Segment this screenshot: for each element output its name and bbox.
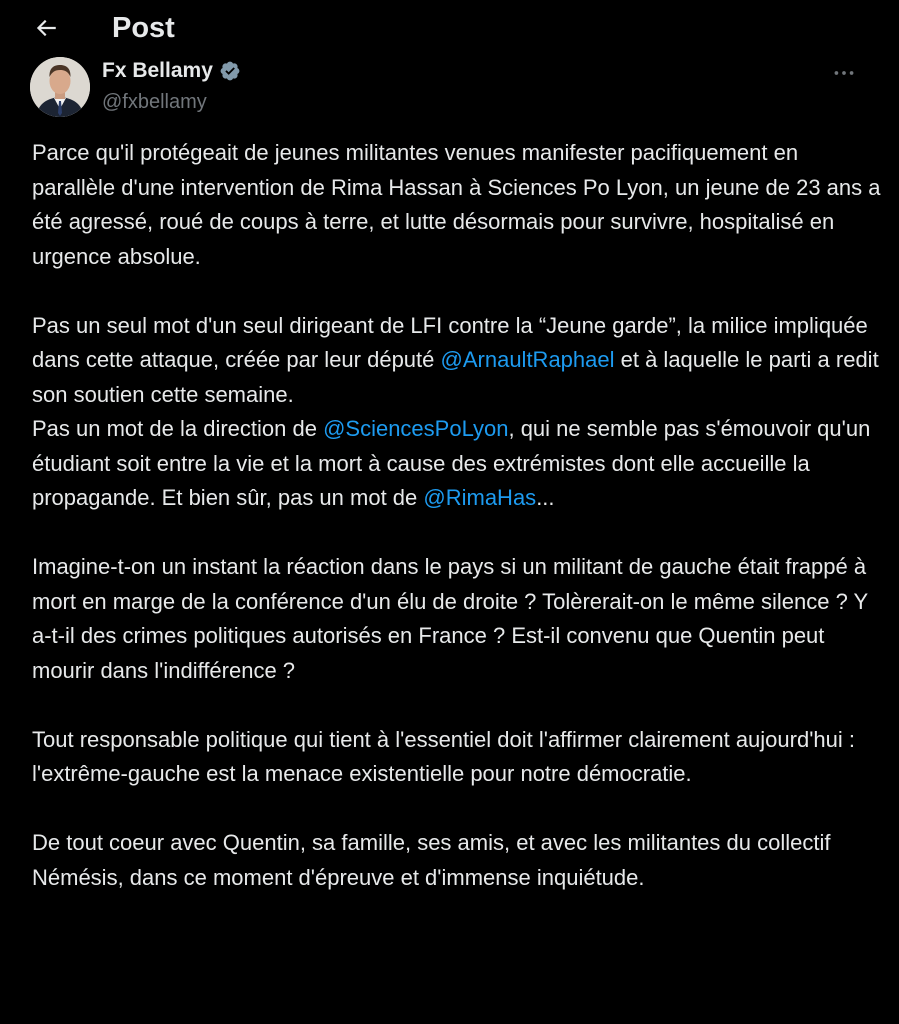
tweet-paragraph-1: Parce qu'il protégeait de jeunes militantes venues manifester pacifiquement en parallèle d'une intervention de Rima Hassan à Sciences Po Lyon, un jeune de 23 ans a été agressé, roué de coups à terre, et lutte désormais pour survivre, hospitalisé en urgence absolue. — [32, 140, 881, 269]
back-button[interactable] — [26, 8, 66, 48]
tweet-paragraph-5: Tout responsable politique qui tient à l'essentiel doit l'affirmer clairement aujourd'hui : l'extrême-gauche est la menace existentielle pour notre démocratie. — [32, 726, 855, 786]
mention-link-sciencespolyon[interactable]: @SciencesPoLyon — [323, 416, 509, 441]
arrow-left-icon — [33, 15, 59, 41]
avatar[interactable] — [30, 57, 90, 117]
post-header — [0, 0, 899, 54]
mention-link-arnaultraphael[interactable]: @ArnaultRaphael — [440, 347, 615, 372]
tweet-paragraph-2 — [32, 309, 882, 413]
tweet-text — [32, 136, 882, 930]
author-row — [0, 54, 899, 120]
display-name: Fx Bellamy — [102, 59, 213, 82]
tweet-paragraph-3 — [32, 412, 882, 516]
page-title: Post — [112, 12, 175, 44]
author-handle[interactable]: @fxbellamy — [102, 91, 207, 113]
more-horizontal-icon — [831, 60, 857, 86]
tweet-paragraph-4: Imagine-t-on un instant la réaction dans le pays si un militant de gauche était frappé à mort en marge de la conférence d'un élu de droite ? Tolèrerait-on le même silence ? Y a-t-il des crimes politiques autorisés en France ? Est-il convenu que Quentin peut mourir dans l'indifférence ? — [32, 554, 868, 683]
tweet-text-span: , qui ne semble pas s'émouvoir qu'un étudiant soit entre la vie et la mort à cause des extrémistes dont elle accueille la propagande. Et bien sûr, pas un mot de — [32, 416, 871, 510]
avatar-image — [30, 57, 90, 117]
tweet-text-span: Pas un mot de la direction de — [32, 416, 324, 441]
truncation-ellipsis: ... — [536, 485, 555, 510]
more-options-button[interactable] — [826, 58, 862, 88]
verified-badge-icon — [219, 60, 241, 82]
author-name-link[interactable] — [102, 58, 241, 84]
tweet-paragraph-6: De tout coeur avec Quentin, sa famille, ses amis, et avec les militantes du collectif Némésis, dans ce moment d'épreuve et d'immense inquiétude. — [32, 830, 831, 890]
tweet-text-span: Pas un seul mot d'un seul dirigeant de LFI contre la “Jeune garde”, la milice impliquée dans cette attaque, créée par leur député — [32, 312, 868, 372]
tweet-text-span: et à laquelle le parti a redit son soutien cette semaine. — [32, 347, 879, 407]
mention-link-rimahas[interactable]: @RimaHas — [423, 485, 537, 510]
